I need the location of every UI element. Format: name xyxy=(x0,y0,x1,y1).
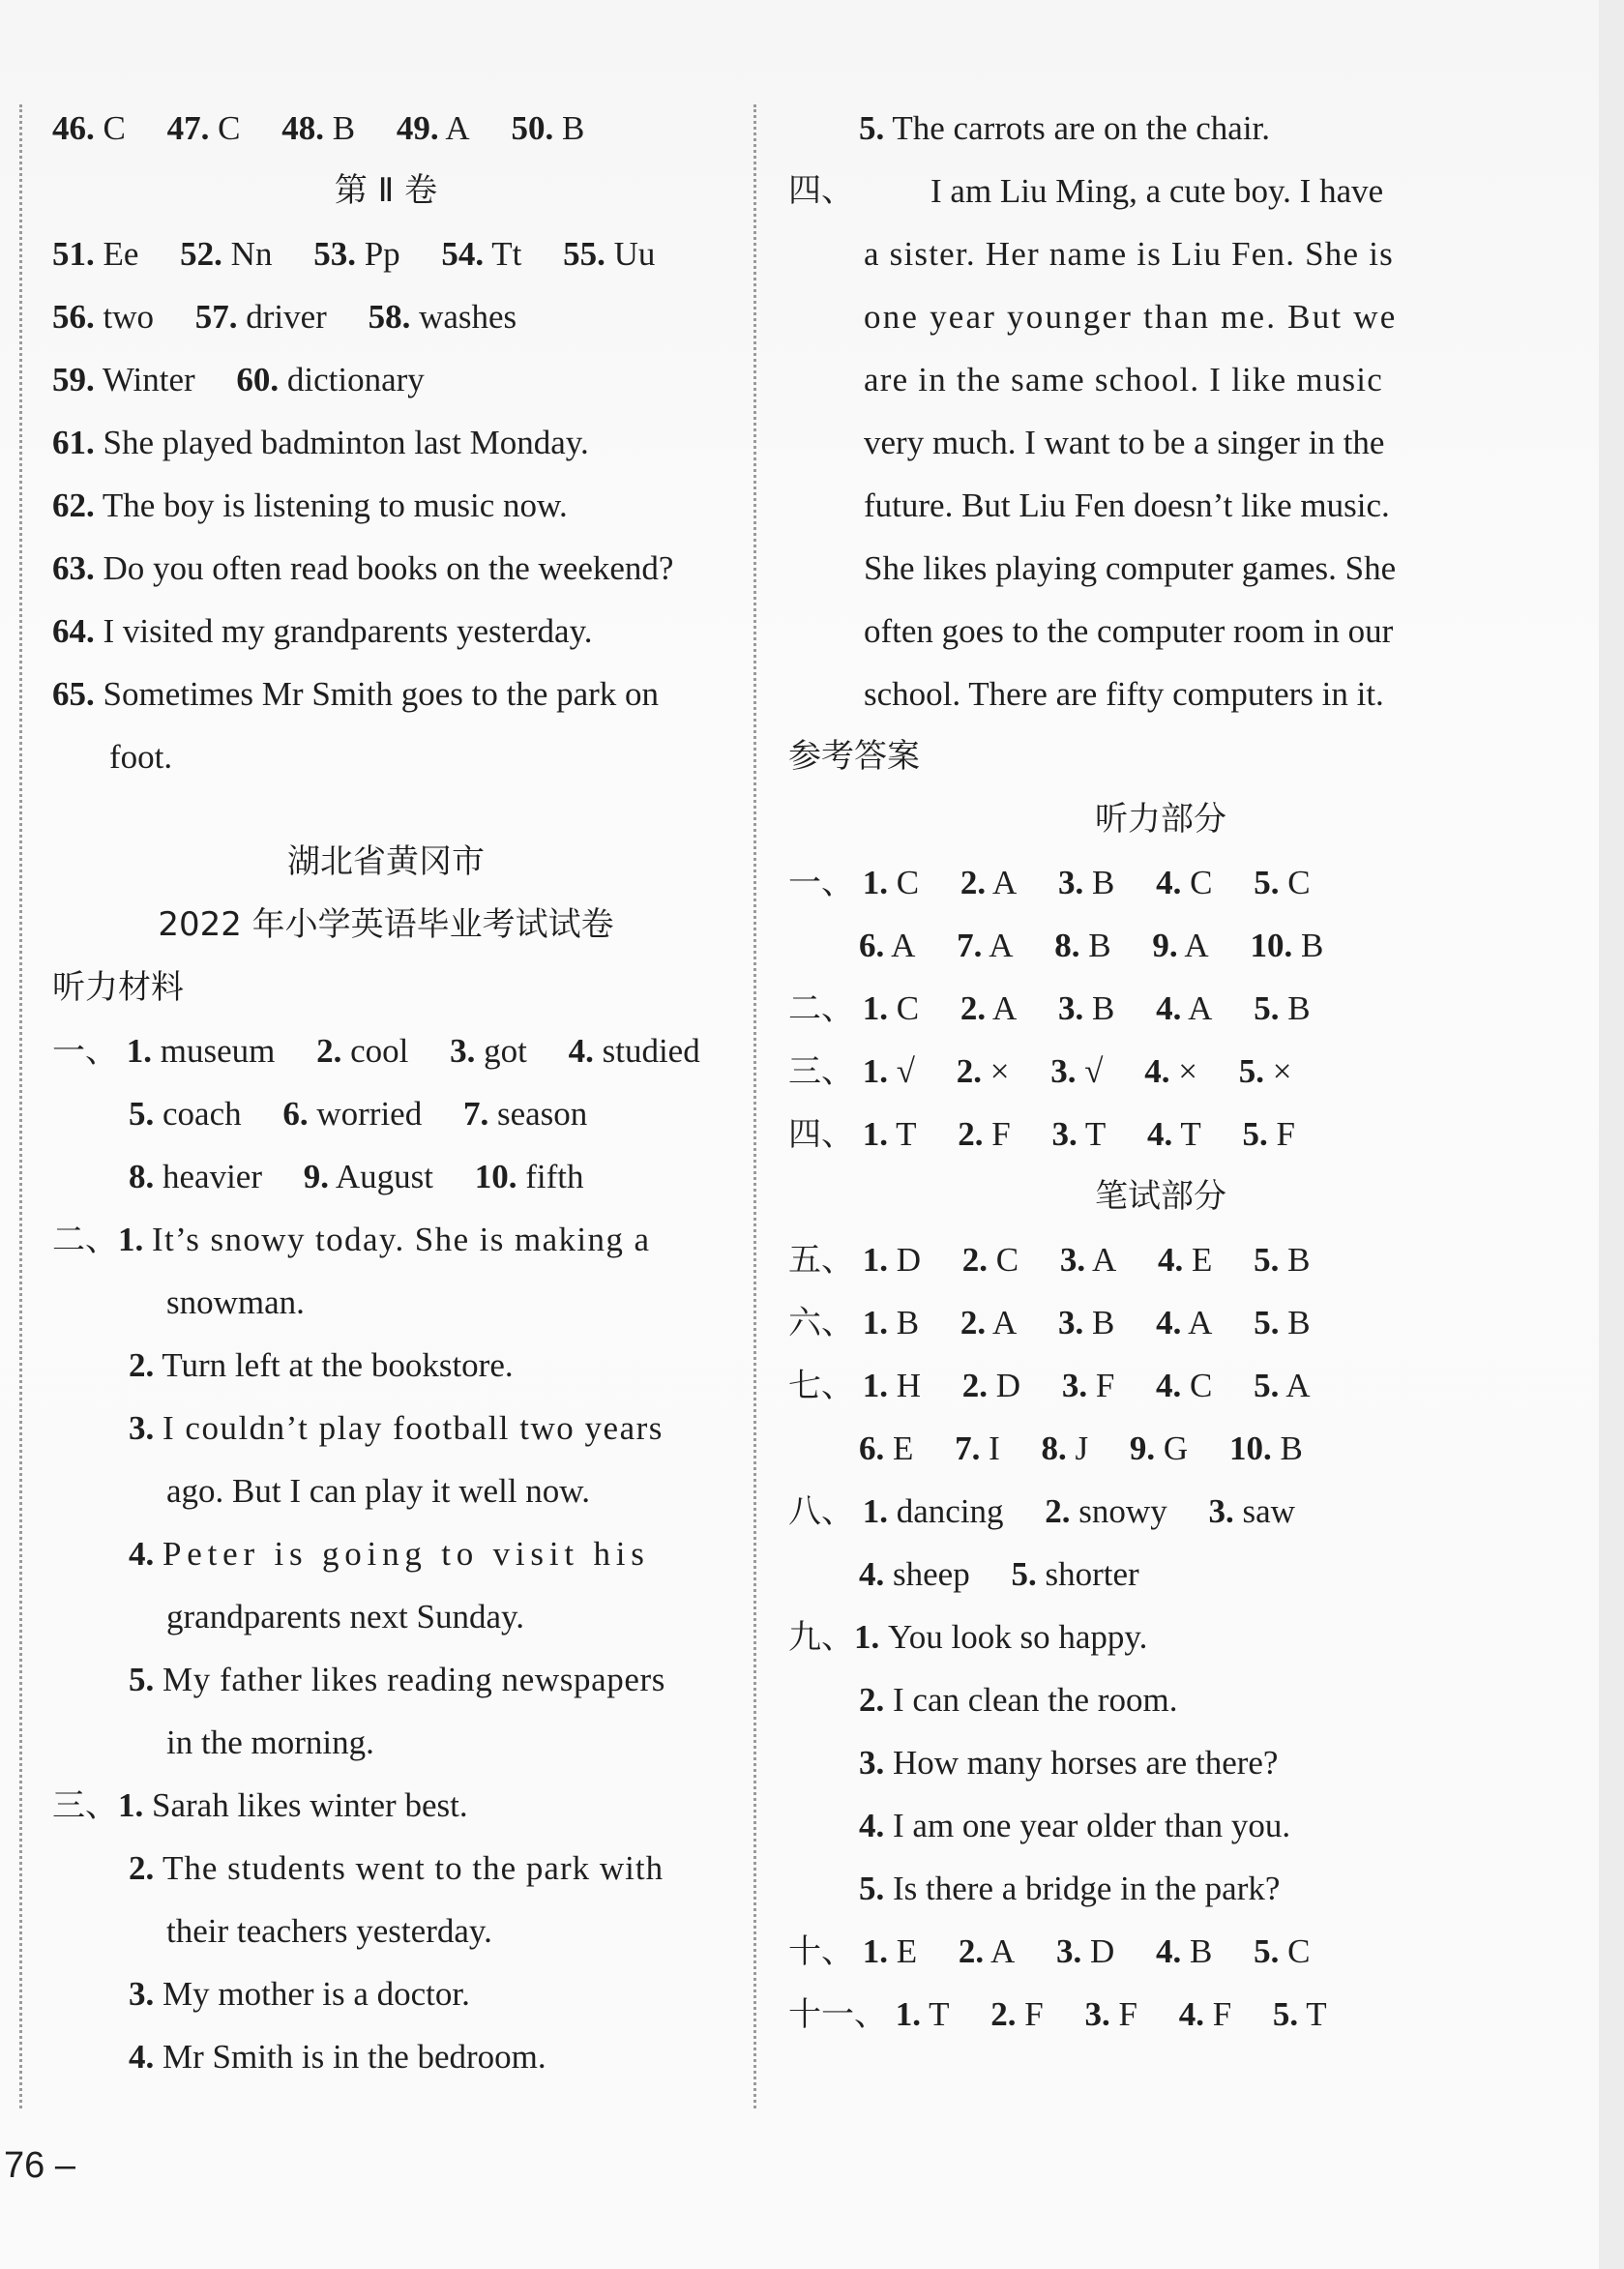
key-section-11: 十一、 1. T 2. F 3. F 4. F 5. T xyxy=(788,1995,1327,2034)
answer-61: 61. She played badminton last Monday. xyxy=(52,424,589,461)
answers-56-58: 56. two 57. driver 58. washes xyxy=(52,298,517,336)
passage-line-6: future. But Liu Fen doesn’t like music. xyxy=(864,486,1390,524)
passage-line-4: are in the same school. I like music xyxy=(864,361,1383,398)
passage-line-8: often goes to the computer room in our xyxy=(864,612,1394,650)
passage-line-3: one year younger than me. But we xyxy=(864,298,1398,336)
left-margin-dotted-line xyxy=(19,104,22,2108)
writing-part-heading: 笔试部分 xyxy=(1095,1177,1226,1216)
passage-line-9: school. There are fifty computers in it. xyxy=(864,675,1384,713)
key-section-10: 十、 1. E 2. A 3. D 4. B 5. C xyxy=(788,1932,1311,1971)
part-3-item-5: 5. The carrots are on the chair. xyxy=(859,109,1271,147)
page-number: 76 – xyxy=(4,2145,75,2186)
listening-material-heading: 听力材料 xyxy=(52,968,184,1007)
part-3-item-4: 4. Mr Smith is in the bedroom. xyxy=(129,2038,546,2076)
part-4-label: 四、 xyxy=(788,171,854,210)
exam-title-line-1: 湖北省黄冈市 xyxy=(287,842,485,881)
key-section-9-item-2: 2. I can clean the room. xyxy=(859,1681,1178,1719)
key-section-9-item-1: 九、1. You look so happy. xyxy=(788,1618,1148,1657)
part-1-row-3: 8. heavier 9. August 10. fifth xyxy=(129,1158,584,1195)
passage-line-1: I am Liu Ming, a cute boy. I have xyxy=(930,172,1384,210)
key-section-1-row-2: 6. A 7. A 8. B 9. A 10. B xyxy=(859,927,1324,964)
section-2-title: 第 Ⅱ 卷 xyxy=(334,171,438,210)
part-1-row-1: 一、 1. museum 2. cool 3. got 4. studied xyxy=(52,1032,700,1071)
part-2-item-5: 5. My father likes reading newspapers xyxy=(129,1661,665,1698)
key-section-7-row-1: 七、 1. H 2. D 3. F 4. C 5. A xyxy=(788,1367,1311,1405)
part-1-row-2: 5. coach 6. worried 7. season xyxy=(129,1095,588,1133)
part-2-item-2: 2. Turn left at the bookstore. xyxy=(129,1346,514,1384)
key-section-1-row-1: 一、 1. C 2. A 3. B 4. C 5. C xyxy=(788,864,1311,902)
answers-59-60: 59. Winter 60. dictionary xyxy=(52,361,425,398)
key-section-7-row-2: 6. E 7. I 8. J 9. G 10. B xyxy=(859,1429,1303,1467)
answer-key-heading: 参考答案 xyxy=(788,737,920,776)
key-section-9-item-4: 4. I am one year older than you. xyxy=(859,1807,1291,1844)
part-3-item-2-cont: their teachers yesterday. xyxy=(166,1912,492,1950)
part-2-item-4: 4. Peter is going to visit his xyxy=(129,1535,650,1573)
part-3-item-1: 三、1. Sarah likes winter best. xyxy=(52,1786,468,1825)
listening-part-heading: 听力部分 xyxy=(1095,800,1226,839)
key-section-8-row-1: 八、 1. dancing 2. snowy 3. saw xyxy=(788,1492,1295,1531)
part-3-item-2: 2. The students went to the park with xyxy=(129,1849,664,1887)
key-section-8-row-2: 4. sheep 5. shorter xyxy=(859,1555,1139,1593)
part-3-item-3: 3. My mother is a doctor. xyxy=(129,1975,470,2013)
answer-65: 65. Sometimes Mr Smith goes to the park on xyxy=(52,675,660,713)
answers-46-50: 46. C 47. C 48. B 49. A 50. B xyxy=(52,109,585,147)
part-2-item-4-cont: grandparents next Sunday. xyxy=(166,1598,524,1635)
answers-51-55: 51. Ee 52. Nn 53. Pp 54. Tt 55. Uu xyxy=(52,235,656,273)
page-edge-shadow xyxy=(1599,0,1624,2269)
part-2-item-5-cont: in the morning. xyxy=(166,1724,374,1761)
exam-title-line-2: 2022 年小学英语毕业考试试卷 xyxy=(158,905,614,944)
key-section-6: 六、 1. B 2. A 3. B 4. A 5. B xyxy=(788,1304,1311,1342)
part-2-item-1-cont: snowman. xyxy=(166,1283,305,1321)
passage-line-7: She likes playing computer games. She xyxy=(864,549,1397,587)
passage-line-5: very much. I want to be a singer in the xyxy=(864,424,1385,461)
answer-64: 64. I visited my grandparents yesterday. xyxy=(52,612,593,650)
key-section-9-item-3: 3. How many horses are there? xyxy=(859,1744,1279,1782)
answer-65-continued: foot. xyxy=(109,738,173,776)
part-2-item-1: 二、1. It’s snowy today. She is making a xyxy=(52,1221,651,1259)
key-section-9-item-5: 5. Is there a bridge in the park? xyxy=(859,1870,1281,1907)
key-section-4: 四、 1. T 2. F 3. T 4. T 5. F xyxy=(788,1115,1295,1154)
answer-62: 62. The boy is listening to music now. xyxy=(52,486,568,524)
part-2-item-3-cont: ago. But I can play it well now. xyxy=(166,1472,591,1510)
column-divider-dotted-line xyxy=(753,104,756,2108)
key-section-5: 五、 1. D 2. C 3. A 4. E 5. B xyxy=(788,1241,1311,1280)
key-section-2: 二、 1. C 2. A 3. B 4. A 5. B xyxy=(788,989,1311,1028)
answer-63: 63. Do you often read books on the weekend? xyxy=(52,549,674,587)
passage-line-2: a sister. Her name is Liu Fen. She is xyxy=(864,235,1394,273)
part-2-item-3: 3. I couldn’t play football two years xyxy=(129,1409,664,1447)
key-section-3: 三、 1. √ 2. × 3. √ 4. × 5. × xyxy=(788,1052,1292,1091)
